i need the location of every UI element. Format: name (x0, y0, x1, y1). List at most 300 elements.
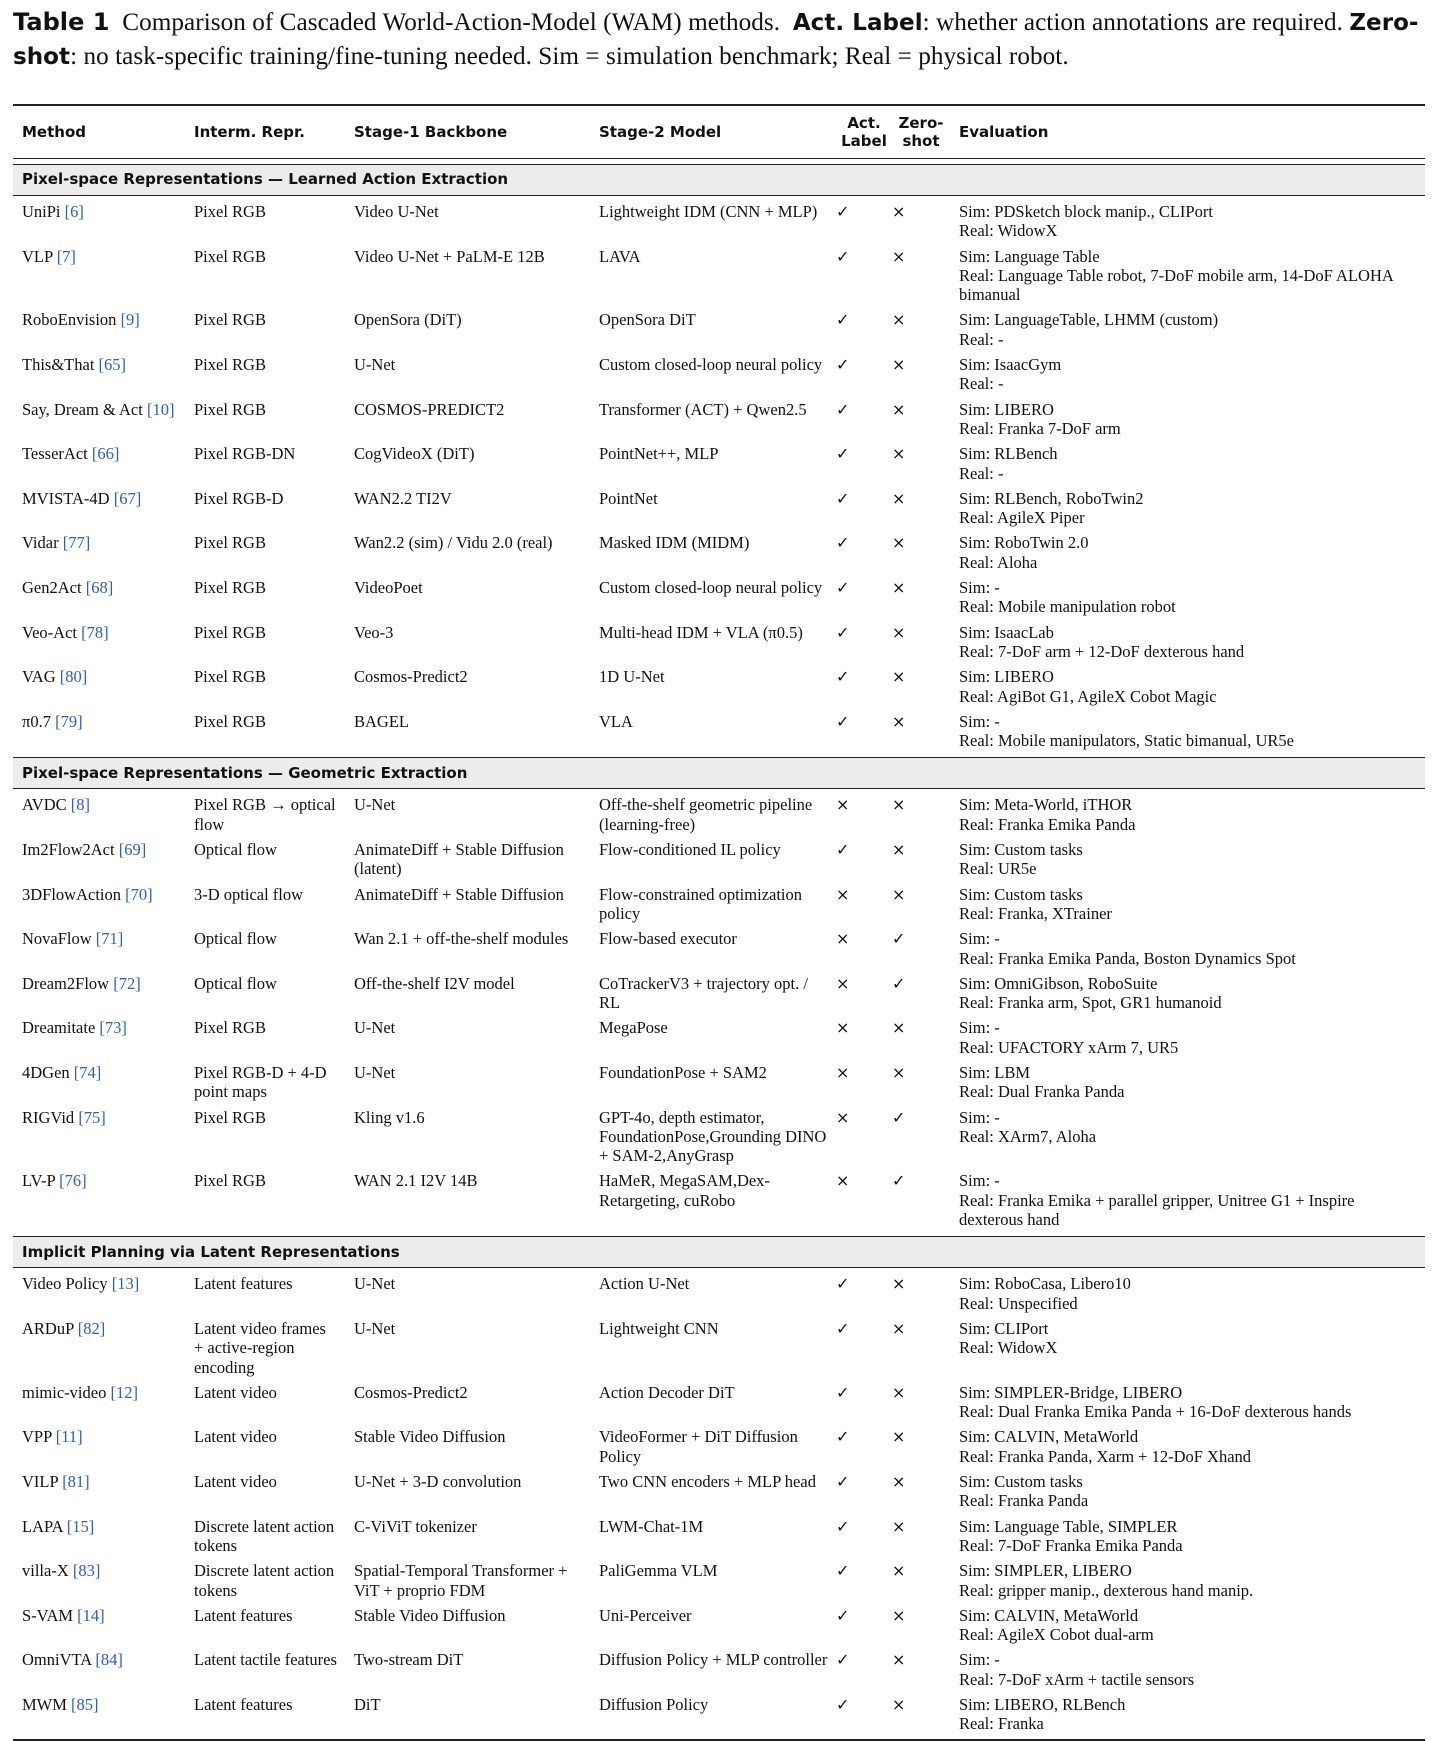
eval-sim: Sim: LIBERO (959, 399, 1054, 419)
cell-stage1-backbone: WAN2.2 TI2V (354, 488, 452, 508)
eval-sim: Sim: IsaacLab (959, 622, 1054, 642)
cell-act-label-mark: × (836, 973, 850, 993)
cell-evaluation (950, 1167, 1425, 1231)
cell-zero-shot-mark: × (892, 1605, 906, 1625)
cell-interm-repr: Pixel RGB (194, 310, 266, 330)
cell-stage2-model: LAVA (599, 246, 641, 266)
table-row (13, 1557, 1425, 1602)
cell-stage2-model: HaMeR, MegaSAM,Dex-Retargeting, cuRobo (599, 1171, 770, 1210)
cell-stage1-backbone: C-ViViT tokenizer (354, 1516, 477, 1536)
cell-zero-shot-mark: × (892, 1472, 906, 1492)
table-row (13, 351, 1425, 396)
citation-link[interactable]: [70] (125, 884, 153, 904)
cell-stage2-model: Flow-based executor (599, 929, 737, 949)
cell-act-label-mark: ✓ (836, 1561, 850, 1581)
method-name: NovaFlow (22, 929, 92, 949)
section-title: Implicit Planning via Latent Representations (13, 1237, 1425, 1268)
citation-link[interactable]: [71] (95, 929, 124, 949)
table-caption (13, 6, 1425, 74)
table-row (13, 1379, 1425, 1424)
citation-link[interactable]: [84] (95, 1650, 123, 1670)
method-name: RIGVid (22, 1107, 75, 1127)
method-name: 4DGen (22, 1062, 70, 1082)
cell-method (13, 663, 185, 708)
cell-method (13, 1059, 185, 1104)
cell-zero-shot-mark: × (892, 1695, 906, 1714)
citation-link[interactable]: [66] (91, 444, 120, 464)
cell-interm-repr: Latent features (194, 1605, 293, 1625)
cell-evaluation (950, 970, 1425, 1015)
eval-real: Real: 7-DoF Franka Emika Panda (959, 1535, 1183, 1555)
cell-method (13, 1646, 185, 1691)
table-row (13, 708, 1425, 753)
cell-method (13, 619, 185, 664)
cell-zero-shot-mark: × (892, 1274, 906, 1294)
cell-interm-repr: Optical flow (194, 973, 277, 993)
cell-act-label-mark: ✓ (836, 1427, 850, 1447)
eval-sim: Sim: RLBench, RoboTwin2 (959, 488, 1144, 508)
table-label: Table 1 (13, 8, 110, 36)
cell-act-label-mark: × (836, 884, 850, 904)
cell-evaluation (950, 663, 1425, 708)
cell-interm-repr: Pixel RGB-DN (194, 444, 296, 464)
method-name: S-VAM (22, 1605, 74, 1625)
table-row (13, 1513, 1425, 1558)
cell-zero-shot-mark: ✓ (892, 1171, 906, 1191)
method-name: 3DFlowAction (22, 884, 121, 904)
cell-evaluation (950, 440, 1425, 485)
cell-evaluation (950, 708, 1425, 753)
citation-link[interactable]: [15] (66, 1516, 95, 1536)
cell-stage2-model: Two CNN encoders + MLP head (599, 1472, 816, 1492)
cell-stage2-model: Diffusion Policy + MLP controller (599, 1650, 828, 1670)
cell-act-label-mark: ✓ (836, 1382, 850, 1402)
cell-method (13, 529, 185, 574)
method-name: OmniVTA (22, 1650, 92, 1670)
cell-stage2-model: CoTrackerV3 + trajectory opt. / RL (599, 973, 808, 1013)
eval-real: Real: gripper manip., dexterous hand manip. (959, 1580, 1254, 1600)
cell-zero-shot-mark: × (892, 1018, 906, 1038)
cell-evaluation (950, 1379, 1425, 1424)
eval-real: Real: UR5e (959, 859, 1037, 879)
cell-interm-repr: Optical flow (194, 840, 277, 860)
cell-interm-repr: Pixel RGB (194, 1171, 266, 1191)
cell-act-label-mark: × (836, 929, 850, 949)
citation-link[interactable]: [8] (70, 795, 91, 815)
citation-link[interactable]: [13] (111, 1274, 140, 1294)
cell-stage1-backbone: Wan 2.1 + off-the-shelf modules (354, 929, 569, 949)
cell-stage2-model: Flow-constrained optimization policy (599, 884, 803, 923)
eval-real: Real: 7-DoF arm + 12-DoF dexterous hand (959, 641, 1245, 661)
eval-sim: Sim: - (959, 1171, 1000, 1191)
method-name: This&That (22, 355, 95, 375)
eval-real: Real: WidowX (959, 221, 1058, 241)
cell-zero-shot-mark: × (892, 1650, 906, 1670)
cell-evaluation (950, 1014, 1425, 1059)
table-row (13, 663, 1425, 708)
eval-sim: Sim: Custom tasks (959, 884, 1083, 904)
cell-act-label-mark: ✓ (836, 667, 850, 687)
eval-sim: Sim: LIBERO (959, 667, 1054, 687)
eval-real: Real: Franka 7-DoF arm (959, 418, 1121, 438)
citation-link[interactable]: [75] (78, 1107, 106, 1127)
cell-stage2-model: Lightweight IDM (CNN + MLP) (599, 202, 818, 221)
cell-interm-repr: Pixel RGB (194, 711, 266, 731)
cell-method (13, 1014, 185, 1059)
eval-sim: Sim: Custom tasks (959, 1472, 1083, 1492)
table-body (13, 159, 1425, 1740)
eval-real: Real: - (959, 374, 1004, 394)
section-header-row (13, 165, 1425, 196)
table-row (13, 574, 1425, 619)
table-row (13, 1423, 1425, 1468)
cell-act-label-mark: ✓ (836, 1695, 850, 1714)
col-header-stage1: Stage-1 Backbone (345, 105, 590, 159)
cell-interm-repr: 3-D optical flow (194, 884, 304, 904)
method-name: AVDC (22, 795, 67, 815)
cell-stage2-model: Action Decoder DiT (599, 1382, 735, 1402)
col-header-act-label: Act. Label (836, 105, 892, 159)
cell-evaluation (950, 1059, 1425, 1104)
method-name: VLP (22, 246, 53, 266)
citation-link[interactable]: [6] (64, 202, 84, 221)
method-name: LV-P (22, 1171, 56, 1191)
eval-real: Real: Franka arm, Spot, GR1 humanoid (959, 993, 1222, 1013)
table-row (13, 198, 1425, 243)
citation-link[interactable]: [74] (73, 1062, 102, 1082)
citation-link[interactable]: [65] (98, 355, 127, 375)
cell-act-label-mark: ✓ (836, 1318, 850, 1338)
cell-stage2-model: Off-the-shelf geometric pipeline (learning-free) (599, 795, 813, 834)
table-row (13, 485, 1425, 530)
cell-act-label-mark: ✓ (836, 1605, 850, 1625)
cell-stage2-model: 1D U-Net (599, 667, 665, 687)
cell-evaluation (950, 836, 1425, 881)
method-name: MWM (22, 1695, 67, 1714)
cell-stage2-model: PaliGemma VLM (599, 1561, 718, 1581)
cell-stage2-model: Custom closed-loop neural policy (599, 578, 823, 598)
table-row (13, 1602, 1425, 1647)
cell-method (13, 1167, 185, 1231)
eval-sim: Sim: - (959, 1018, 1000, 1038)
cell-evaluation (950, 1104, 1425, 1168)
cell-interm-repr: Pixel RGB → optical flow (194, 795, 336, 834)
table-row (13, 791, 1425, 836)
citation-link[interactable]: [78] (81, 622, 109, 642)
cell-stage1-backbone: Video U-Net + PaLM-E 12B (354, 246, 545, 266)
cell-stage2-model: Diffusion Policy (599, 1695, 709, 1714)
cell-zero-shot-mark: × (892, 795, 906, 815)
table-row (13, 1270, 1425, 1315)
method-name: π0.7 (22, 711, 51, 731)
cell-method (13, 440, 185, 485)
citation-link[interactable]: [12] (110, 1382, 138, 1402)
eval-real: Real: XArm7, Aloha (959, 1126, 1097, 1146)
cell-evaluation (950, 1270, 1425, 1315)
cell-stage1-backbone: Kling v1.6 (354, 1107, 425, 1127)
cell-interm-repr: Pixel RGB (194, 1018, 266, 1038)
cell-method (13, 1270, 185, 1315)
eval-sim: Sim: RoboTwin 2.0 (959, 533, 1089, 553)
cell-interm-repr: Discrete latent action tokens (194, 1516, 335, 1555)
cell-interm-repr: Latent video frames + active-region encoding (194, 1318, 326, 1377)
caption-title: Comparison of Cascaded World-Action-Model (WAM) methods. (122, 9, 781, 36)
cell-act-label-mark: ✓ (836, 202, 850, 221)
citation-link[interactable]: [80] (59, 667, 88, 687)
eval-sim: Sim: - (959, 1107, 1000, 1127)
citation-link[interactable]: [85] (71, 1695, 99, 1714)
method-name: Video Policy (22, 1274, 108, 1294)
cell-zero-shot-mark: × (892, 310, 906, 330)
cell-zero-shot-mark: × (892, 202, 906, 221)
cell-stage2-model: Transformer (ACT) + Qwen2.5 (599, 399, 807, 419)
cell-stage2-model: Custom closed-loop neural policy (599, 355, 823, 375)
eval-real: Real: - (959, 329, 1004, 349)
table-row (13, 1104, 1425, 1168)
cell-stage1-backbone: U-Net (354, 1318, 396, 1338)
eval-real: Real: AgileX Cobot dual-arm (959, 1625, 1154, 1645)
cell-stage2-model: Multi-head IDM + VLA (π0.5) (599, 622, 803, 642)
method-name: VILP (22, 1472, 59, 1492)
citation-link[interactable]: [72] (113, 973, 141, 993)
table-row (13, 1059, 1425, 1104)
cell-act-label-mark: ✓ (836, 1650, 850, 1670)
cell-method (13, 1379, 185, 1424)
table-row (13, 1691, 1425, 1736)
section-header-row (13, 758, 1425, 789)
cell-method (13, 243, 185, 307)
cell-interm-repr: Latent tactile features (194, 1650, 337, 1670)
eval-real: Real: Franka Panda, Xarm + 12-DoF Xhand (959, 1446, 1252, 1466)
cell-evaluation (950, 1691, 1425, 1736)
cell-act-label-mark: ✓ (836, 840, 850, 860)
cell-act-label-mark: ✓ (836, 533, 850, 553)
citation-link[interactable]: [7] (56, 246, 76, 266)
table-row (13, 529, 1425, 574)
cell-stage2-model: GPT-4o, depth estimator, FoundationPose,Grounding DINO + SAM-2,AnyGrasp (599, 1107, 827, 1166)
citation-link[interactable]: [10] (146, 399, 175, 419)
cell-stage2-model: PointNet++, MLP (599, 444, 719, 464)
cell-act-label-mark: ✓ (836, 246, 850, 266)
cell-stage2-model: Lightweight CNN (599, 1318, 719, 1338)
cell-zero-shot-mark: ✓ (892, 1107, 906, 1127)
method-name: LAPA (22, 1516, 63, 1536)
cell-evaluation (950, 1513, 1425, 1558)
cell-act-label-mark: ✓ (836, 1274, 850, 1294)
cell-zero-shot-mark: × (892, 488, 906, 508)
cell-interm-repr: Pixel RGB (194, 1107, 266, 1127)
eval-real: Real: Franka Emika Panda, Boston Dynamics Spot (959, 948, 1296, 968)
cell-act-label-mark: ✓ (836, 399, 850, 419)
col-header-zero-shot: Zero- shot (892, 105, 950, 159)
table-row (13, 970, 1425, 1015)
citation-link[interactable]: [14] (77, 1605, 105, 1625)
cell-stage1-backbone: Cosmos-Predict2 (354, 1382, 468, 1402)
table-row (13, 1315, 1425, 1379)
cell-zero-shot-mark: × (892, 1318, 906, 1338)
cell-method (13, 1468, 185, 1513)
cell-method (13, 836, 185, 881)
act-label-definition: : whether action annotations are required. (922, 9, 1343, 36)
cell-method (13, 1513, 185, 1558)
method-name: TesserAct (22, 444, 88, 464)
citation-link[interactable]: [76] (59, 1171, 87, 1191)
cell-stage1-backbone: U-Net (354, 795, 396, 815)
citation-link[interactable]: [69] (118, 840, 147, 860)
eval-sim: Sim: LanguageTable, LHMM (custom) (959, 310, 1219, 330)
section-title: Pixel-space Representations — Geometric Extraction (13, 758, 1425, 789)
cell-interm-repr: Pixel RGB (194, 578, 266, 598)
cell-evaluation (950, 791, 1425, 836)
cell-evaluation (950, 574, 1425, 619)
cell-interm-repr: Pixel RGB (194, 667, 266, 687)
method-name: MVISTA-4D (22, 488, 110, 508)
cell-stage2-model: Uni-Perceiver (599, 1605, 692, 1625)
cell-evaluation (950, 1315, 1425, 1379)
cell-stage1-backbone: Video U-Net (354, 202, 439, 221)
citation-link[interactable]: [81] (62, 1472, 90, 1492)
citation-link[interactable]: [73] (99, 1018, 127, 1038)
cell-act-label-mark: ✓ (836, 1472, 850, 1492)
cell-method (13, 970, 185, 1015)
cell-interm-repr: Latent features (194, 1274, 293, 1294)
cell-zero-shot-mark: × (892, 1561, 906, 1581)
eval-real: Real: UFACTORY xArm 7, UR5 (959, 1037, 1179, 1057)
eval-real: Real: Dual Franka Emika Panda + 16-DoF dexterous hands (959, 1402, 1352, 1422)
section-title: Pixel-space Representations — Learned Action Extraction (13, 165, 1425, 196)
method-name: ARDuP (22, 1318, 74, 1338)
cell-evaluation (950, 306, 1425, 351)
cell-stage2-model: PointNet (599, 488, 658, 508)
method-name: villa-X (22, 1561, 69, 1581)
eval-real: Real: Unspecified (959, 1293, 1078, 1313)
cell-stage2-model: Action U-Net (599, 1274, 690, 1294)
cell-method (13, 1691, 185, 1736)
eval-real: Real: Franka Emika Panda (959, 814, 1136, 834)
col-header-evaluation: Evaluation (950, 105, 1425, 159)
cell-evaluation (950, 529, 1425, 574)
cell-zero-shot-mark: × (892, 533, 906, 553)
cell-method (13, 791, 185, 836)
cell-act-label-mark: × (836, 1171, 850, 1191)
eval-sim: Sim: CALVIN, MetaWorld (959, 1605, 1139, 1625)
cell-zero-shot-mark: × (892, 355, 906, 375)
eval-real: Real: WidowX (959, 1338, 1058, 1358)
eval-real: Real: Franka (959, 1714, 1044, 1734)
cell-stage1-backbone: U-Net (354, 1062, 396, 1082)
eval-sim: Sim: - (959, 929, 1000, 949)
cell-method (13, 1423, 185, 1468)
cell-interm-repr: Latent video (194, 1472, 277, 1492)
cell-interm-repr: Pixel RGB (194, 246, 266, 266)
citation-link[interactable]: [9] (120, 310, 140, 330)
method-name: Dream2Flow (22, 973, 110, 993)
eval-sim: Sim: - (959, 711, 1000, 731)
cell-method (13, 925, 185, 970)
cell-act-label-mark: × (836, 1018, 850, 1038)
method-name: Vidar (22, 533, 59, 553)
cell-zero-shot-mark: × (892, 884, 906, 904)
col-header-interm-repr: Interm. Repr. (185, 105, 345, 159)
table-row (13, 1646, 1425, 1691)
col-header-stage2: Stage-2 Model (590, 105, 836, 159)
eval-sim: Sim: Language Table (959, 246, 1100, 266)
cell-zero-shot-mark: × (892, 444, 906, 464)
citation-link[interactable]: [11] (55, 1427, 83, 1447)
eval-real: Real: Franka, XTrainer (959, 903, 1112, 923)
cell-stage1-backbone: Off-the-shelf I2V model (354, 973, 515, 993)
cell-method (13, 1104, 185, 1168)
cell-act-label-mark: ✓ (836, 1516, 850, 1536)
method-name: mimic-video (22, 1382, 107, 1402)
table-row (13, 396, 1425, 441)
table-row (13, 1468, 1425, 1513)
cell-method (13, 306, 185, 351)
cell-zero-shot-mark: × (892, 1427, 906, 1447)
cell-evaluation (950, 1602, 1425, 1647)
eval-sim: Sim: LBM (959, 1062, 1031, 1082)
method-name: VAG (22, 667, 56, 687)
table-bottom-rule (13, 1736, 1425, 1740)
cell-act-label-mark: ✓ (836, 355, 850, 375)
eval-sim: Sim: LIBERO, RLBench (959, 1695, 1126, 1714)
method-name: Gen2Act (22, 578, 82, 598)
cell-stage1-backbone: Stable Video Diffusion (354, 1605, 506, 1625)
citation-link[interactable]: [67] (113, 488, 142, 508)
table-row (13, 1014, 1425, 1059)
cell-zero-shot-mark: × (892, 622, 906, 642)
citation-link[interactable]: [79] (55, 711, 83, 731)
section-header-row (13, 1237, 1425, 1268)
cell-method (13, 1315, 185, 1379)
cell-method (13, 574, 185, 619)
eval-sim: Sim: SIMPLER, LIBERO (959, 1561, 1132, 1581)
cell-interm-repr: Latent video (194, 1382, 277, 1402)
cell-zero-shot-mark: × (892, 1062, 906, 1082)
eval-real: Real: Dual Franka Panda (959, 1082, 1125, 1102)
table-row (13, 440, 1425, 485)
cell-interm-repr: Discrete latent action tokens (194, 1561, 335, 1600)
cell-evaluation (950, 1423, 1425, 1468)
cell-interm-repr: Latent features (194, 1695, 293, 1714)
method-name: Dreamitate (22, 1018, 96, 1038)
citation-link[interactable]: [83] (72, 1561, 101, 1581)
eval-sim: Sim: SIMPLER-Bridge, LIBERO (959, 1382, 1183, 1402)
cell-interm-repr: Optical flow (194, 929, 277, 949)
cell-stage1-backbone: COSMOS-PREDICT2 (354, 399, 505, 419)
cell-act-label-mark: ✓ (836, 488, 850, 508)
cell-stage1-backbone: U-Net (354, 1274, 396, 1294)
comparison-table (13, 104, 1425, 1741)
citation-link[interactable]: [82] (77, 1318, 106, 1338)
cell-stage2-model: Flow-conditioned IL policy (599, 840, 781, 860)
cell-evaluation (950, 619, 1425, 664)
zero-shot-definition: : no task-specific training/fine-tuning needed. Sim = simulation benchmark; Real = physical robot. (70, 43, 1069, 70)
cell-stage1-backbone: Cosmos-Predict2 (354, 667, 468, 687)
eval-sim: Sim: - (959, 1650, 1000, 1670)
header-row (13, 105, 1425, 159)
cell-zero-shot-mark: × (892, 1382, 906, 1402)
citation-link[interactable]: [68] (85, 578, 114, 598)
eval-sim: Sim: RLBench (959, 444, 1058, 464)
cell-stage1-backbone: DiT (354, 1695, 381, 1714)
cell-stage1-backbone: Wan2.2 (sim) / Vidu 2.0 (real) (354, 533, 553, 553)
eval-real: Real: Franka Emika + parallel gripper, Unitree G1 + Inspire dexterous hand (959, 1190, 1355, 1230)
eval-real: Real: Aloha (959, 552, 1038, 572)
cell-act-label-mark: ✓ (836, 444, 850, 464)
citation-link[interactable]: [77] (62, 533, 91, 553)
cell-stage1-backbone: AnimateDiff + Stable Diffusion (354, 884, 564, 904)
